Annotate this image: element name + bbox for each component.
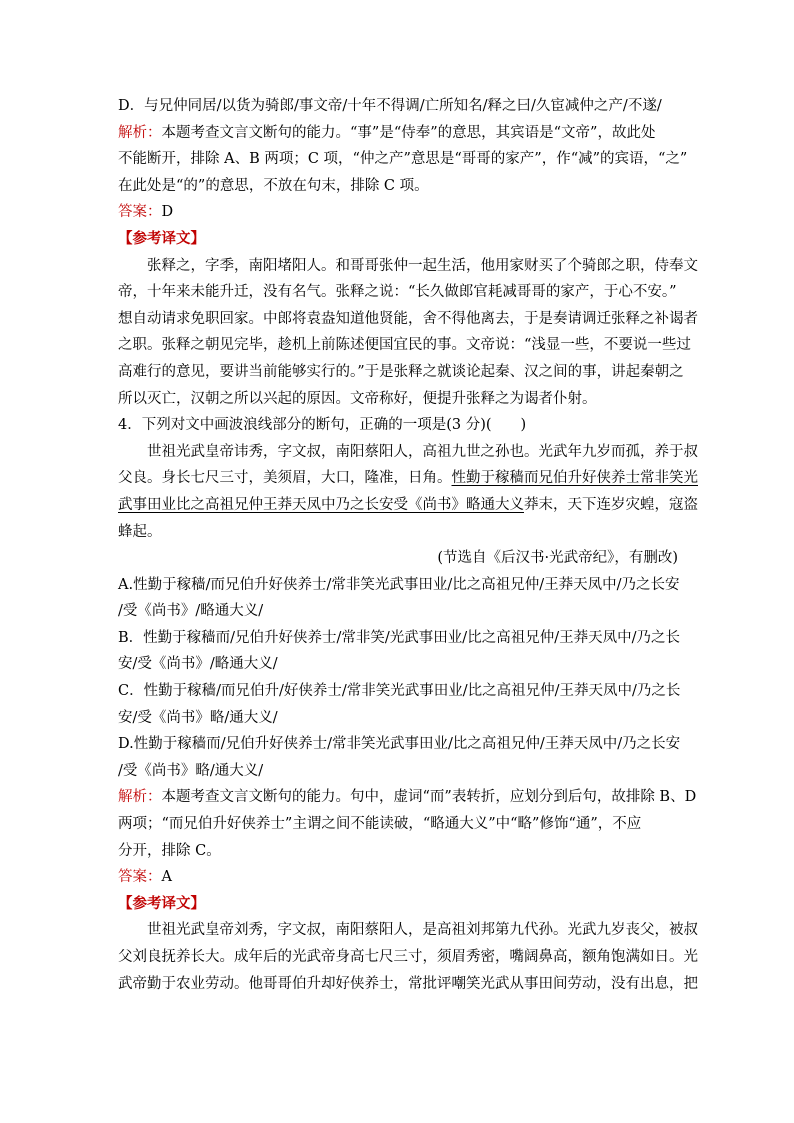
answer-label: 答案：	[118, 204, 162, 221]
translation-header: 【参考译文】	[118, 894, 205, 912]
wavy-underlined-text: 武事田业比之高祖兄仲王莽天凤中乃之长安受《尚书》略通大义	[118, 496, 524, 513]
translation-header: 【参考译文】	[118, 229, 205, 247]
source-citation: (节选自《后汉书·光武帝纪》，有删改)	[437, 550, 678, 567]
option-a: /受《尚书》/略通大义/	[118, 603, 264, 620]
translation-line: 武帝勤于农业劳动。他哥哥伯升却好侠养士，常批评嘲笑光武从事田间劳动，没有出息，把	[118, 975, 698, 992]
translation-line: 帝，十年来未能升迁，没有名气。张释之说：“长久做郎官耗减哥哥的家产，于心不安。”	[118, 284, 677, 301]
passage-line: 蜂起。	[118, 523, 162, 540]
analysis-line: 两项；“而兄伯升好侠养士”主谓之间不能读破，“略通大义”中“略”修饰“通”，不应	[118, 816, 642, 833]
question-4: 4．下列对文中画波浪线部分的断句，正确的一项是(3 分)( )	[118, 417, 527, 434]
analysis-line: 解析：本题考查文言文断句的能力。“事”是“侍奉”的意思，其宾语是“文帝”，故此处	[118, 124, 656, 141]
translation-line: 所以灭亡，汉朝之所以兴起的原因。文帝称好，便提升张释之为谒者仆射。	[118, 390, 597, 407]
analysis-line: 分开，排除 C。	[118, 842, 221, 859]
translation-line: 想自动请求免职回家。中郎将袁盎知道他贤能，舍不得他离去，于是奏请调迁张释之补谒者	[118, 310, 698, 327]
analysis-line: 解析：本题考查文言文断句的能力。句中，虚词“而”表转折，应划分到后句，故排除 B、D	[118, 789, 697, 806]
option-c: C．性勤于稼穑/而兄伯升/好侠养士/常非笑光武事田业/比之高祖兄仲/王莽天凤中/乃之长	[118, 683, 681, 700]
wavy-underlined-text: 性勤于稼穑而兄伯升好侠养士常非笑光	[451, 470, 698, 487]
translation-line: 之职。张释之朝见完毕，趁机上前陈述便国宜民的事。文帝说：“浅显一些，不要说一些过	[118, 337, 691, 354]
answer-line: 答案：D	[118, 204, 174, 221]
option-a: A.性勤于稼穑/而兄伯升好侠养士/常非笑光武事田业/比之高祖兄仲/王莽天凤中/乃之长安	[118, 576, 680, 593]
translation-line: 高难行的意见，要讲当前能够实行的。”于是张释之就谈论起秦、汉之间的事，讲起秦朝之	[118, 363, 684, 380]
translation-line: 世祖光武皇帝刘秀，字文叔，南阳蔡阳人，是高祖刘邦第九代孙。光武九岁丧父，被叔	[147, 922, 698, 939]
option-d-line: D．与兄仲同居/以货为骑郎/事文帝/十年不得调/亡所知名/释之曰/久宦减仲之产/不遂/	[118, 98, 662, 114]
answer-label: 答案：	[118, 869, 162, 886]
option-d: /受《尚书》略/通大义/	[118, 762, 264, 779]
option-b: B．性勤于稼穑而/兄伯升好侠养士/常非笑/光武事田业/比之高祖兄仲/王莽天凤中/乃之长	[118, 629, 680, 646]
analysis-line: 在此处是“的”的意思，不放在句末，排除 C 项。	[118, 177, 429, 194]
analysis-label: 解析：	[118, 789, 162, 806]
passage-line: 父良。身长七尺三寸，美须眉，大口，隆准，日角。性勤于稼穑而兄伯升好侠养士常非笑光	[118, 470, 698, 487]
document-page	[118, 93, 698, 997]
analysis-line: 不能断开，排除 A、B 两项；C 项，“仲之产”意思是“哥哥的家产”，作“减”的宾语，“之”	[118, 151, 688, 168]
translation-line: 父刘良抚养长大。成年后的光武帝身高七尺三寸，须眉秀密，嘴阔鼻高，额角饱满如日。光	[118, 949, 698, 965]
option-d: D.性勤于稼穑而/兄伯升好侠养士/常非笑光武事田业/比之高祖兄仲/王莽天凤中/乃之长安	[118, 736, 681, 753]
passage-line: 武事田业比之高祖兄仲王莽天凤中乃之长安受《尚书》略通大义莽末，天下连岁灾蝗，寇盗	[118, 496, 698, 513]
option-c: 安/受《尚书》略/通大义/	[118, 709, 278, 726]
passage-line: 世祖光武皇帝讳秀，字文叔，南阳蔡阳人，高祖九世之孙也。光武年九岁而孤，养于叔	[147, 443, 698, 460]
option-b: 安/受《尚书》/略通大义/	[118, 656, 278, 673]
answer-line: 答案：A	[118, 869, 172, 886]
analysis-label: 解析：	[118, 124, 162, 141]
translation-line: 张释之，字季，南阳堵阳人。和哥哥张仲一起生活，他用家财买了个骑郎之职，侍奉文	[147, 257, 698, 274]
